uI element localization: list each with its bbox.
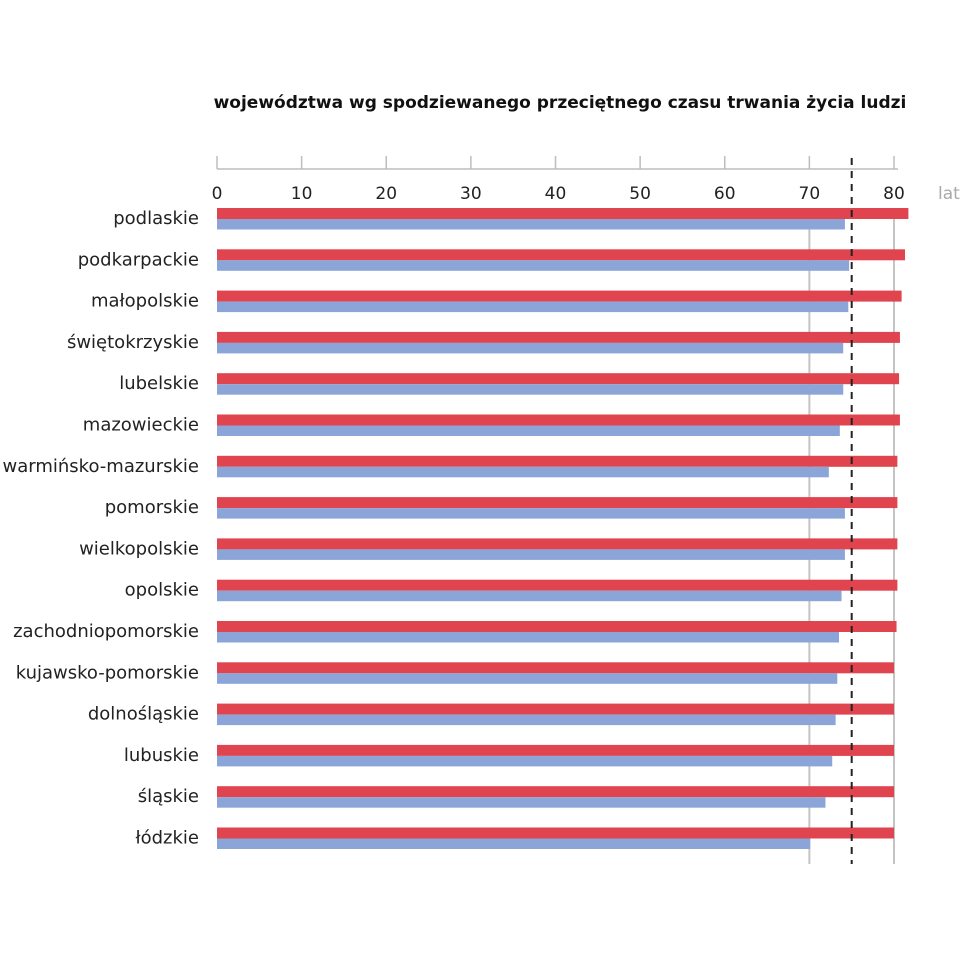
category-label: mazowieckie xyxy=(82,414,199,436)
category-label: podlaskie xyxy=(113,208,199,229)
axis-unit-label: lat xyxy=(938,184,960,204)
bar-red-9 xyxy=(217,538,897,549)
category-label: wielkopolskie xyxy=(79,538,199,560)
category-label: warmińsko-mazurskie xyxy=(2,455,199,477)
bar-blue-4 xyxy=(217,343,843,354)
bar-red-14 xyxy=(217,745,894,756)
x-tick-label: 60 xyxy=(713,184,736,204)
x-tick-label: 30 xyxy=(460,184,482,204)
bar-blue-6 xyxy=(217,426,840,437)
category-label: zachodniopomorskie xyxy=(13,621,199,642)
bar-red-5 xyxy=(217,373,899,384)
bar-blue-7 xyxy=(217,467,829,478)
x-tick-label: 20 xyxy=(375,184,398,204)
category-label: kujawsko-pomorskie xyxy=(15,662,199,684)
category-label: podkarpackie xyxy=(77,249,199,271)
category-labels xyxy=(3,208,199,849)
bar-red-4 xyxy=(217,332,900,343)
bar-blue-15 xyxy=(217,797,825,808)
bar-blue-12 xyxy=(217,673,837,684)
bar-blue-2 xyxy=(217,260,849,271)
bar-red-8 xyxy=(217,497,897,508)
bar-blue-14 xyxy=(217,756,832,767)
x-axis xyxy=(212,156,905,204)
bar-red-7 xyxy=(217,456,897,467)
x-tick-label: 40 xyxy=(544,184,567,204)
chart-title: województwa wg spodziewanego przeciętnego czasu trwania życia ludzi xyxy=(213,93,907,113)
x-tick-label: 70 xyxy=(798,184,821,204)
bar-blue-3 xyxy=(217,302,848,313)
category-label: łódzkie xyxy=(135,827,199,849)
x-tick-label: 50 xyxy=(629,184,651,204)
category-label: małopolskie xyxy=(90,290,199,312)
bar-blue-5 xyxy=(217,384,843,395)
category-label: lubuskie xyxy=(123,744,199,766)
category-label: pomorskie xyxy=(104,497,199,519)
bar-blue-8 xyxy=(217,508,845,518)
bar-blue-11 xyxy=(217,632,839,643)
bar-red-12 xyxy=(217,662,894,673)
category-label: dolnośląskie xyxy=(87,703,199,725)
bar-red-11 xyxy=(217,621,897,632)
bar-red-10 xyxy=(217,580,897,591)
bar-red-1 xyxy=(217,208,908,219)
bar-red-16 xyxy=(217,828,894,839)
bar-blue-13 xyxy=(217,715,836,726)
category-label: opolskie xyxy=(124,579,199,601)
bars-group xyxy=(217,208,908,849)
bar-blue-9 xyxy=(217,549,845,560)
x-tick-label: 0 xyxy=(211,184,223,204)
category-label: świętokrzyskie xyxy=(66,331,199,353)
bar-blue-16 xyxy=(217,839,810,850)
category-label: lubelskie xyxy=(119,373,199,395)
bar-blue-10 xyxy=(217,591,842,602)
bar-red-2 xyxy=(217,249,905,260)
x-tick-label: 10 xyxy=(290,184,313,204)
bar-red-3 xyxy=(217,291,902,302)
category-label: śląskie xyxy=(137,786,199,808)
bar-blue-1 xyxy=(217,219,845,230)
bar-red-6 xyxy=(217,415,900,426)
bar-red-13 xyxy=(217,704,894,715)
bar-red-15 xyxy=(217,786,894,797)
x-tick-label: 80 xyxy=(883,184,905,204)
